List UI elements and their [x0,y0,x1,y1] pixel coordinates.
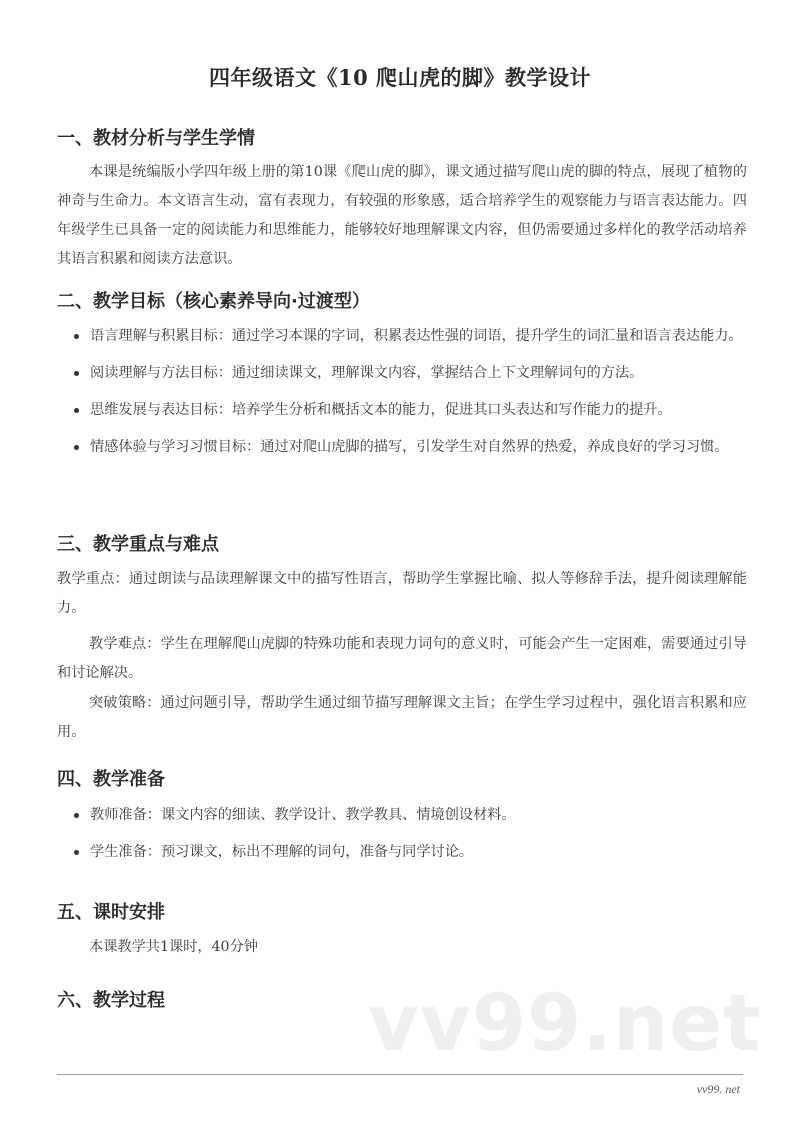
bullet-icon [74,408,79,413]
section-heading-3: 三、教学重点与难点 [57,534,219,555]
difficulty-paragraph: 教学难点：学生在理解爬山虎脚的特殊功能和表现力词句的意义时，可能会产生一定困难，需要通过引导和讨论解决。 [57,636,747,681]
bullet-icon [74,850,79,855]
objective-text: 语言理解与积累目标：通过学习本课的字词，积累表达性强的词语，提升学生的词汇量和语言表达能力。 [90,328,743,344]
objective-item [74,359,746,388]
key-point-paragraph: 教学重点：通过朗读与品读理解课文中的描写性语言，帮助学生掌握比喻、拟人等修辞手法，提升阅读理解能力。 [57,571,747,616]
objective-item [74,433,746,462]
footer-site-label: vv99. net [696,1082,740,1096]
bullet-icon [74,813,79,818]
section-heading-1: 一、教材分析与学生学情 [57,128,255,149]
preparation-text: 学生准备：预习课文，标出不理解的词句，准备与同学讨论。 [90,844,474,860]
objective-text: 阅读理解与方法目标：通过细读课文，理解课文内容，掌握结合上下文理解词句的方法。 [90,365,644,381]
objective-text: 思维发展与表达目标：培养学生分析和概括文本的能力，促进其口头表达和写作能力的提升。 [90,402,672,418]
footer-divider [57,1074,743,1075]
document-title: 四年级语文《10 爬山虎的脚》教学设计 [208,65,592,90]
section-heading-5: 五、课时安排 [57,902,165,923]
section-1-paragraph: 本课是统编版小学四年级上册的第10课《爬山虎的脚》，课文通过描写爬山虎的脚的特点，展现了植物的神奇与生命力。本文语言生动，富有表现力，有较强的形象感，适合培养学生的观察能力与语言表达能力。四年级学生已具备一定的阅读能力和思维能力，能够较好地理解课文内容，但仍需要通过多样化的教学活动培养其语言积累和阅读方法意识。 [57,164,747,267]
bullet-icon [74,445,79,450]
strategy-paragraph: 突破策略：通过问题引导，帮助学生通过细节描写理解课文主旨；在学生学习过程中，强化语言积累和应用。 [57,695,747,740]
section-heading-6: 六、教学过程 [57,990,165,1011]
bullet-icon [74,371,79,376]
preparation-item [74,801,746,830]
preparation-item [74,838,746,867]
objective-item [74,396,746,425]
section-heading-2: 二、教学目标（核心素养导向·过渡型） [57,291,370,312]
schedule-paragraph: 本课教学共1课时，40分钟 [89,939,258,955]
objective-text: 情感体验与学习习惯目标：通过对爬山虎脚的描写，引发学生对自然界的热爱，养成良好的学习习惯。 [90,439,729,455]
bullet-icon [74,334,79,339]
objectives-list [74,322,746,470]
preparation-text: 教师准备：课文内容的细读、教学设计、教学教具、情境创设材料。 [90,807,516,823]
objective-item [74,322,746,351]
section-heading-4: 四、教学准备 [57,769,165,790]
watermark: vv99.net [368,979,762,1069]
preparation-list [74,801,746,875]
